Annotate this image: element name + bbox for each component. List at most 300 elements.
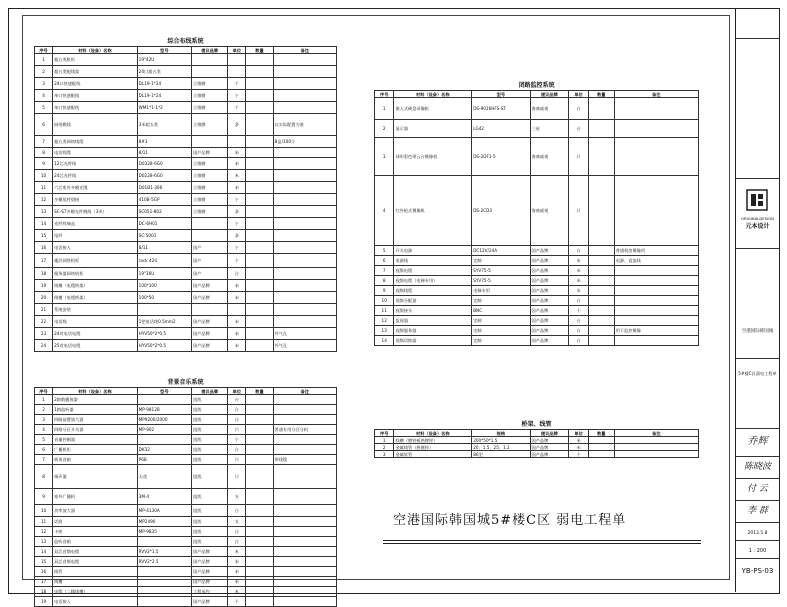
table-cell: 13 (35, 206, 53, 218)
table-cell: 纽凯 (192, 445, 228, 455)
table-cell (614, 437, 698, 444)
table-row (35, 527, 337, 537)
table-cell: 12 (35, 527, 53, 537)
column-header: 数量 (246, 47, 273, 54)
table-cell (614, 451, 698, 458)
table-cell (273, 489, 336, 505)
table-cell: 纽凯 (192, 465, 228, 489)
table-cell: 只 (228, 455, 246, 465)
table-cell (246, 268, 273, 280)
table-cell: 8 (35, 465, 53, 489)
table-cell: 12 (35, 194, 53, 206)
title-underline (383, 540, 701, 541)
table-cell: SC-5001 (137, 230, 191, 242)
table-cell (273, 280, 336, 292)
table-row (375, 296, 699, 306)
table-cell: 国产品牌 (530, 444, 569, 451)
table-cell: 国产 (192, 254, 228, 268)
column-header: 序号 (35, 388, 53, 395)
table-row (375, 176, 699, 246)
table-cell: 国产品牌 (530, 316, 569, 326)
table-cell: 17 (35, 577, 53, 587)
table-cell: 米 (569, 276, 588, 286)
table-row (375, 326, 699, 336)
table-row (375, 138, 699, 176)
table-row (375, 246, 699, 256)
table-cell: 个 (228, 102, 246, 114)
table-cell (137, 567, 191, 577)
table-cell (192, 230, 228, 242)
table-row (35, 90, 337, 102)
table-cell (588, 256, 614, 266)
table-cell (588, 451, 614, 458)
table-cell: 线槽 (53, 577, 138, 587)
table-cell: MP9200/2000 (137, 415, 191, 425)
table-cell: 普通专用分区分机 (273, 425, 336, 435)
table-cell (137, 435, 191, 445)
table-cell: 个 (228, 597, 246, 607)
table-cell: MP2490 (137, 517, 191, 527)
table-row (35, 489, 337, 505)
table-cell: 14 (35, 547, 53, 557)
table-row (35, 316, 337, 328)
table-cell (246, 597, 273, 607)
block-structured-cabling (34, 37, 337, 352)
table-cell: DS-2DF1-5 (472, 138, 530, 176)
table-cell (228, 54, 246, 66)
table-cell (137, 587, 191, 597)
table-cell (246, 158, 273, 170)
table-cell: 金属线管（热镀锌） (394, 444, 472, 451)
table-cell: LG42 (472, 120, 530, 138)
table-cell: 台 (228, 505, 246, 517)
table-cell: SC051-802 (137, 206, 191, 218)
table-row (375, 437, 699, 444)
table-row (35, 78, 337, 90)
table-cell (246, 557, 273, 567)
column-header: 数量 (588, 91, 614, 98)
table-cell: 米 (228, 316, 246, 328)
table-cell (192, 66, 228, 78)
column-header: 型号 (472, 91, 530, 98)
table-cell (273, 547, 336, 557)
table-cell: 9 (375, 286, 394, 296)
table-cell: 线槽（电缆桥架） (53, 292, 138, 304)
table-cell: 国产品牌 (192, 148, 228, 158)
table-cell: DK32 (137, 445, 191, 455)
table-cell: 视频接头 (394, 306, 472, 316)
title-block (735, 8, 779, 592)
table-cell (614, 286, 698, 296)
table-cell: 监听音箱 (53, 537, 138, 547)
table-cell (246, 567, 273, 577)
table-cell (246, 242, 273, 254)
table-cell: 4 (35, 90, 53, 102)
table-cell: 6 (35, 114, 53, 136)
table-cell: 台 (569, 120, 588, 138)
table-cell: 国产品牌 (192, 567, 228, 577)
table-cell (273, 537, 336, 547)
column-header: 单位 (569, 430, 588, 437)
table-cell: 电源、直流线 (614, 256, 698, 266)
table-cell (192, 218, 228, 230)
table-cell: 三星 (530, 120, 569, 138)
table-cell: 6 (35, 445, 53, 455)
column-header: 数量 (246, 388, 273, 395)
table-cell (246, 170, 273, 182)
table-row (35, 242, 337, 254)
table-cell: 5 (375, 246, 394, 256)
column-header: 单位 (569, 91, 588, 98)
table-cell: 视频服务器 (394, 326, 472, 336)
table-cell: 米 (228, 158, 246, 170)
table-cell: 纽凯 (192, 489, 228, 505)
table-cell: 扬声器 (53, 465, 138, 489)
table-cell: RVV2*1.5 (137, 547, 191, 557)
table-cell (246, 206, 273, 218)
table-row (35, 465, 337, 489)
table-cell: 显示器 (394, 120, 472, 138)
table-cell (588, 286, 614, 296)
table-cell (246, 194, 273, 206)
scale-area (736, 540, 779, 559)
table-row (35, 280, 337, 292)
table-cell: 个 (228, 78, 246, 90)
table-cell: 21 (35, 304, 53, 316)
table-cell (246, 54, 273, 66)
table-cell: 20 (35, 292, 53, 304)
table-cell: 金属软管 (394, 451, 472, 458)
table-cell (588, 444, 614, 451)
table-cell (273, 230, 336, 242)
table-row (35, 435, 337, 445)
table-cell (614, 296, 698, 306)
table-cell: 16 (35, 242, 53, 254)
table-cell: 国产品牌 (530, 256, 569, 266)
table-cell: 6 (375, 256, 394, 266)
table-cell (273, 587, 336, 597)
table-cell: 尾纤 (53, 230, 138, 242)
table-cell: 国产品牌 (192, 597, 228, 607)
table-cell: 100*50 (137, 292, 191, 304)
table-cell: 个 (228, 435, 246, 445)
table-cell: 米 (228, 557, 246, 567)
table-cctv (374, 90, 699, 346)
table-cell: 只 (569, 176, 588, 246)
scale-value: 1 : 200 (748, 548, 767, 554)
table-row (35, 597, 337, 607)
table-cell: D0328-6G0 (137, 158, 191, 170)
table-cell: 只 (228, 465, 246, 489)
table-cell (246, 230, 273, 242)
table-cell: WM1*1-1*2 (137, 102, 191, 114)
table-row (35, 517, 337, 527)
table-cell: 音量控制器 (53, 435, 138, 445)
column-header: 序号 (375, 91, 394, 98)
table-cell (588, 437, 614, 444)
table-row (375, 120, 699, 138)
table-cell: 3米超五类 (137, 114, 191, 136)
table-cell: 19"36U (137, 268, 191, 280)
table-cell: DL19-1*24 (137, 90, 191, 102)
table-cell: HYV50*2*0.5 (137, 340, 191, 352)
table-cell: 23 (35, 328, 53, 340)
table-cell: 1路监听器 (53, 405, 138, 415)
table-cell: 单口快速配线 (53, 90, 138, 102)
table-row (375, 444, 699, 451)
table-row (35, 218, 337, 230)
table-cell: MP-4130A (137, 505, 191, 517)
table-cell: 3M-4 (137, 489, 191, 505)
table-cell (228, 66, 246, 78)
table-cell (273, 102, 336, 114)
table-cell: 超五类配线架 (53, 66, 138, 78)
table-row (375, 336, 699, 346)
table-cell: 8 (35, 148, 53, 158)
table-cell: 四路前置放大器 (53, 415, 138, 425)
table-cell: 纽凯 (192, 415, 228, 425)
table-cell (614, 98, 698, 120)
table-cell (273, 54, 336, 66)
table-cell: 米 (228, 292, 246, 304)
table-cell: 24芯光纤线 (53, 170, 138, 182)
table-cell: HYV50*2*0.5 (137, 328, 191, 340)
table-cell: 3 (35, 78, 53, 90)
table-cell: 7 (35, 455, 53, 465)
table-cell (273, 597, 336, 607)
table-cell: 个 (228, 194, 246, 206)
table-cell: 7 (35, 136, 53, 148)
table-cell: 用于监控摄像 (614, 326, 698, 336)
table-cell: 立维腾 (192, 206, 228, 218)
column-header: 备注 (273, 47, 336, 54)
table-cell (137, 537, 191, 547)
table-cell (273, 577, 336, 587)
table-cell: 11 (375, 306, 394, 316)
table-row (375, 451, 699, 458)
table-cell: DL19-1*24 (137, 78, 191, 90)
table-cell: MP-9812B (137, 405, 191, 415)
table-cell (273, 505, 336, 517)
table-cell: 17 (35, 254, 53, 268)
table-cell (246, 395, 273, 405)
column-header: 单位 (228, 47, 246, 54)
table-cell (273, 66, 336, 78)
table-cell: 六芯室外多模光缆 (53, 182, 138, 194)
table-row (35, 587, 337, 597)
table-row (35, 328, 337, 340)
table-cell: 国产品牌 (192, 577, 228, 587)
block-background-music (34, 378, 337, 607)
table-cell: 国产品牌 (192, 547, 228, 557)
table-cell: 纽凯 (192, 425, 228, 435)
table-cell (614, 138, 698, 176)
table-row (35, 567, 337, 577)
table-cell: 10 (35, 505, 53, 517)
table-cell: 红外枪式摄像机 (394, 176, 472, 246)
table-row (35, 547, 337, 557)
table-cell: 米 (228, 577, 246, 587)
firm-logo-icon (746, 189, 768, 211)
table-cell: 定制 (472, 296, 530, 306)
table-cell: 支 (228, 517, 246, 527)
table-cell: 8/11 (137, 148, 191, 158)
table-cell: 立维腾 (192, 158, 228, 170)
table-cell: 立维腾 (192, 182, 228, 194)
table-cell (246, 537, 273, 547)
table-cell (246, 405, 273, 415)
table-cell: 台 (569, 336, 588, 346)
table-cell (246, 577, 273, 587)
table-cell: 楼层网络机柜 (53, 254, 138, 268)
table-cell: 视频电缆（电梯专用） (394, 276, 472, 286)
table-cell: 10 (375, 296, 394, 306)
table-cell: 国产品牌 (530, 451, 569, 458)
sheet-name: 5#楼C区弱电工程单 (738, 371, 777, 376)
table-cell: 嵌入式硬盘录像机 (394, 98, 472, 120)
table-row (35, 136, 337, 148)
column-header: 材料（设备）名称 (394, 91, 472, 98)
table-cell: 四路分区开关器 (53, 425, 138, 435)
table-cell: 球形彩色带云台摄像机 (394, 138, 472, 176)
table-cell: 定制 (472, 326, 530, 336)
table-row (35, 268, 337, 280)
table-cell: 立维腾 (192, 102, 228, 114)
designer-signature: 乔辉 (747, 436, 768, 447)
table-cell: MP-902 (137, 425, 191, 435)
table-cell: RVV2*2.5 (137, 557, 191, 567)
table-cell: 定制 (472, 316, 530, 326)
table-cell: 米 (569, 256, 588, 266)
table-cell: 网络跳线 (53, 114, 138, 136)
table-cell: 国产品牌 (192, 316, 228, 328)
table-cell (137, 577, 191, 587)
table-cell: 11 (35, 517, 53, 527)
table-cell: 台 (228, 395, 246, 405)
table-cell: 19 (35, 597, 53, 607)
firm-logo-area (736, 178, 779, 249)
table-cell (246, 114, 273, 136)
table-cell (246, 505, 273, 517)
table-cell: 10 (35, 170, 53, 182)
table-cell: 16 (35, 567, 53, 577)
checker-signature: 陈晓波 (743, 462, 771, 472)
table-cell: 线槽（电缆桥架） (53, 280, 138, 292)
table-cell: 海康威视 (530, 176, 569, 246)
date-value: 2013.5.8 (747, 531, 768, 536)
table-cell: 2路数播放器 (53, 395, 138, 405)
column-header: 序号 (375, 430, 394, 437)
table-cell: 服务器网络机柜 (53, 268, 138, 280)
table-cell (246, 182, 273, 194)
table-cell: 电梯专用 (472, 286, 530, 296)
table-cell: MP-9835 (137, 527, 191, 537)
table-cell: 以实际配置为准 (273, 114, 336, 136)
table-trays-conduits (374, 429, 699, 458)
table-cell: 200*50*1.5 (472, 437, 530, 444)
column-header: 材料（设备）名称 (53, 47, 138, 54)
block-title: 综合布线系统 (167, 38, 204, 45)
table-cell: D0228-6G0 (137, 170, 191, 182)
designer-area (736, 428, 779, 457)
column-header: 提议品牌 (530, 430, 569, 437)
table-cell: 电话接入 (53, 597, 138, 607)
table-cell: 18 (35, 587, 53, 597)
column-header: 材料（设备）名称 (394, 430, 472, 437)
table-cell: 光纤终端盒 (53, 218, 138, 230)
table-cell: 国产品牌 (530, 437, 569, 444)
table-row (35, 415, 337, 425)
table-cell (273, 206, 336, 218)
table-cell: 线槽（镀锌板热镀锌） (394, 437, 472, 444)
table-cell: 台 (569, 326, 588, 336)
table-cell: 1把电话线0.5mm2 (137, 316, 191, 328)
column-header: 材料（设备）名称 (53, 388, 138, 395)
project-name: 空港国际韩国城 (741, 329, 774, 334)
table-cell (137, 304, 191, 316)
table-row (35, 425, 337, 435)
column-header: 数量 (588, 430, 614, 437)
table-cell: 24口超五类 (137, 66, 191, 78)
table-cell (246, 280, 273, 292)
column-header: 提议品牌 (192, 47, 228, 54)
table-cell: 电缆（二楼线槽） (53, 587, 138, 597)
table-cell (246, 547, 273, 557)
table-cell: 只 (228, 425, 246, 435)
table-cell: 11 (35, 182, 53, 194)
block-trays-conduits (374, 420, 699, 458)
table-cell: 带线缆 (273, 455, 336, 465)
table-cell: 双芯音频电缆 (53, 557, 138, 567)
notes-area (736, 38, 779, 179)
table-cell: 国产品牌 (530, 276, 569, 286)
table-cell: 立维腾 (192, 90, 228, 102)
table-cell (137, 395, 191, 405)
table-cell: 米 (228, 547, 246, 557)
table-cell: 纽凯 (192, 405, 228, 415)
table-cell: 立维腾 (192, 170, 228, 182)
table-cell (614, 120, 698, 138)
table-cell (614, 266, 698, 276)
table-cell: 18 (35, 268, 53, 280)
table-cell: 米 (569, 266, 588, 276)
table-cell (588, 176, 614, 246)
table-cell: 立维腾 (192, 194, 228, 206)
table-row (35, 148, 337, 158)
table-cell: 19 (35, 280, 53, 292)
table-row (35, 445, 337, 455)
table-cell: 立维腾 (192, 114, 228, 136)
table-cell: 海康威视 (530, 138, 569, 176)
table-cell: 国产品牌 (530, 246, 569, 256)
table-cell: 国产品牌 (530, 286, 569, 296)
table-cell: 12芯光纤线 (53, 158, 138, 170)
table-cell: 台 (228, 405, 246, 415)
table-cell: 个 (569, 306, 588, 316)
table-cell: 国产 (192, 242, 228, 254)
table-cell (273, 158, 336, 170)
table-cell: 单口快速配线 (53, 102, 138, 114)
table-cell: 22 (35, 316, 53, 328)
table-cell (273, 567, 336, 577)
table-cell: 8#3 (137, 136, 191, 148)
table-cell: 条 (228, 114, 246, 136)
table-cell (273, 292, 336, 304)
table-cell (588, 120, 614, 138)
table-cell: 电话线 (53, 316, 138, 328)
table-cell: 3 (375, 138, 394, 176)
firm-name-cn: 元本设计 (745, 223, 770, 230)
